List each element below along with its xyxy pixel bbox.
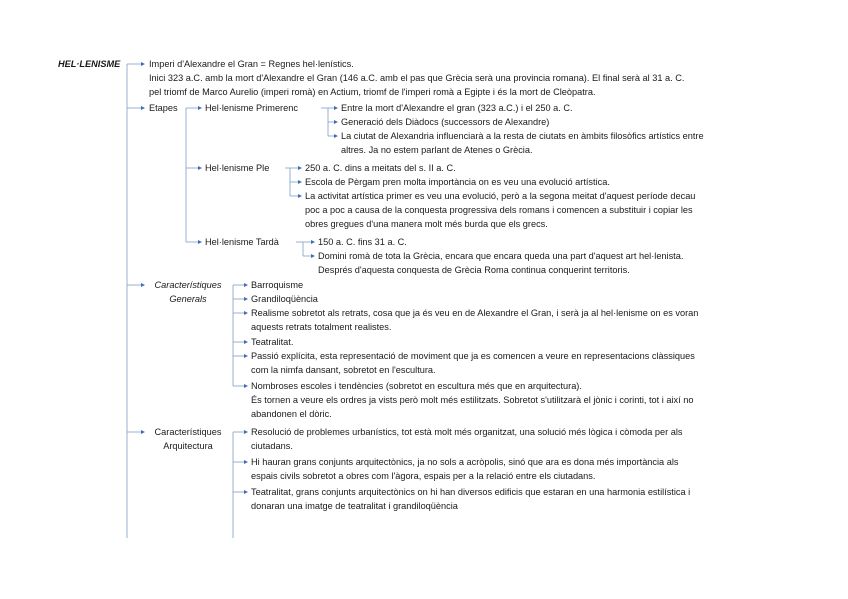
- ple-item: La activitat artística primer es veu una evolució, però a la segona meitat d'aquest període decau: [305, 191, 696, 201]
- generals-item: Teatralitat.: [251, 337, 294, 347]
- generals-item: aquests retrats totalment realistes.: [251, 322, 392, 332]
- arquitectura-item: espais civils sobretot a obres com l'àgora, espais per a la relació entre els ciutadans.: [251, 471, 596, 481]
- ple-item: obres gregues d'una manera molt més burda que els grecs.: [305, 219, 548, 229]
- tarda-item: Després d'aquesta conquesta de Grècia Roma continua conquerint territoris.: [318, 265, 630, 275]
- etapes-label: Etapes: [149, 103, 178, 113]
- generals-item: És tornen a veure els ordres ja vists però molt més estilitzats. Sobretot s'utilitzarà el jònic i corinti, tot i així no: [251, 395, 694, 405]
- root-title: HEL·LENISME: [58, 59, 121, 69]
- ple-item: Escola de Pèrgam pren molta importància on es veu una evolució artística.: [305, 177, 610, 187]
- generals-item: abandonen el dòric.: [251, 409, 332, 419]
- primerenc-item: altres. Ja no estem parlant de Atenes o Grècia.: [341, 145, 533, 155]
- tarda-item: Domini romà de tota la Grècia, encara que encara queda una part d'aquest art hel·lenista.: [318, 251, 684, 261]
- tarda-label: Hel·lenisme Tardà: [205, 237, 279, 247]
- primerenc-label: Hel·lenisme Primerenc: [205, 103, 298, 113]
- generals-item: Passió explícita, esta representació de moviment que ja es comencen a veure en representacions clàssiques: [251, 351, 695, 361]
- ple-item: 250 a. C. dins a meitats del s. II a. C.: [305, 163, 456, 173]
- primerenc-item: La ciutat de Alexandria influenciarà a la resta de ciutats en àmbits filosòfics artístics entre: [341, 131, 704, 141]
- generals-item: Barroquisme: [251, 280, 304, 290]
- generals-item: Realisme sobretot als retrats, cosa que ja és veu en de Alexandre el Gran, i serà ja al hel·lenisme on es voran: [251, 308, 699, 318]
- arquitectura-item: Teatralitat, grans conjunts arquitectònics on hi han diversos edificis que estaran en una harmonia estilística i: [251, 487, 691, 497]
- intro-line: Imperi d'Alexandre el Gran = Regnes hel·lenístics.: [149, 59, 354, 69]
- intro-line: pel triomf de Marco Aurelio (imperi romà) en Actium, triomf de l'imperi romà a Egipte i és la mort de Cleòpatra.: [149, 87, 596, 97]
- arquitectura-label: Arquitectura: [163, 441, 213, 451]
- ple-label: Hel·lenisme Ple: [205, 163, 270, 173]
- arquitectura-item: ciutadans.: [251, 441, 293, 451]
- generals-item: com la nimfa dansant, sobretot en l'escultura.: [251, 365, 436, 375]
- arquitectura-item: donaran una imatge de teatralitat i grandiloqüència: [251, 501, 458, 511]
- intro-line: Inici 323 a.C. amb la mort d'Alexandre el Gran (146 a.C. amb el pas que Grècia serà una provincia romana). El final serà al 31 a. C.: [149, 73, 685, 83]
- primerenc-item: Generació dels Diàdocs (successors de Alexandre): [341, 117, 550, 127]
- primerenc-item: Entre la mort d'Alexandre el gran (323 a.C.) i el 250 a. C.: [341, 103, 573, 113]
- generals-label: Generals: [169, 294, 207, 304]
- generals-label: Característiques: [154, 280, 222, 290]
- generals-item: Nombroses escoles i tendències (sobretot en escultura més que en arquitectura).: [251, 381, 582, 391]
- arquitectura-item: Resolució de problemes urbanístics, tot està molt més organitzat, una solució més lògica i còmoda per als: [251, 427, 683, 437]
- ple-item: poc a poc a causa de la conquesta progressiva dels romans i comencen a substituir i copiar les: [305, 205, 693, 215]
- generals-item: Grandiloqüència: [251, 294, 318, 304]
- arquitectura-item: Hi hauran grans conjunts arquitectònics, ja no sols a acròpolis, sinó que ara es dona més importància als: [251, 457, 679, 467]
- tarda-item: 150 a. C. fins 31 a. C.: [318, 237, 407, 247]
- arquitectura-label: Característiques: [154, 427, 222, 437]
